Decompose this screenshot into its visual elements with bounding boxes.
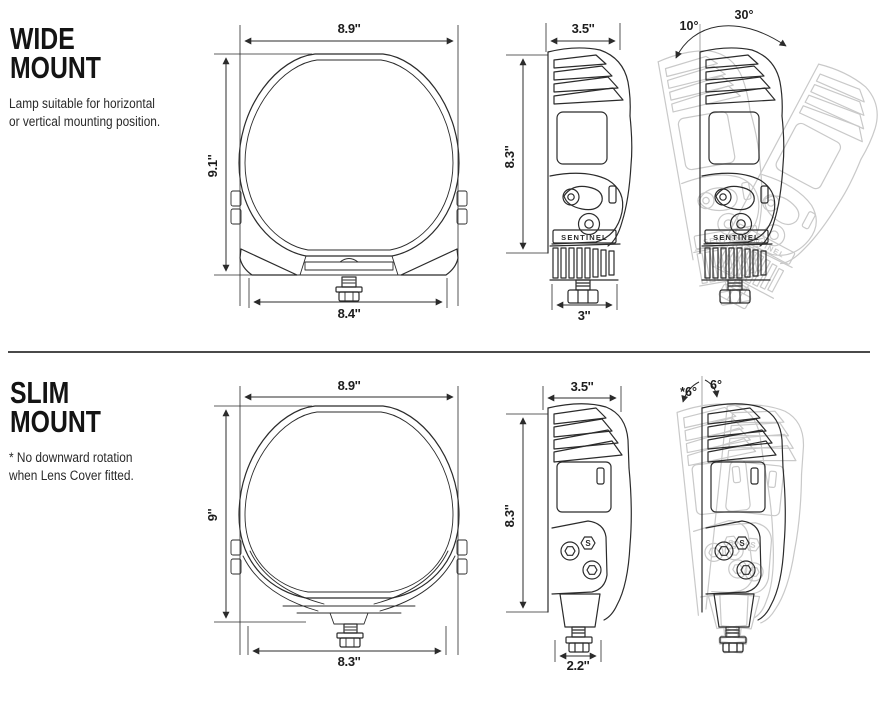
slim-side-height-label: 8.3''	[502, 504, 517, 528]
wide-desc-line2: or vertical mounting position.	[9, 113, 161, 129]
slim-front-view	[205, 378, 467, 669]
slim-side-lamp-drawing	[548, 404, 631, 652]
wide-rotation-angle-right-label: 30°	[734, 8, 754, 22]
slim-front-height-label: 9''	[205, 508, 220, 522]
wide-front-height-label: 9.1''	[205, 154, 220, 178]
slim-side-depth-top-label: 3.5''	[570, 379, 594, 394]
wide-side-depth-bottom-label: 3''	[577, 308, 591, 323]
wide-title-line1: WIDE	[10, 21, 75, 56]
wide-title-line2: MOUNT	[10, 50, 101, 86]
wide-side-depth-top-label: 3.5''	[571, 21, 595, 36]
slim-side-view	[502, 379, 631, 673]
slim-front-lamp-drawing	[231, 406, 467, 647]
slim-front-width-top-label: 8.9''	[337, 378, 361, 393]
wide-side-lamp-drawing	[548, 48, 632, 303]
wide-front-width-bottom-label: 8.4''	[337, 306, 361, 321]
wide-front-lamp-drawing	[231, 54, 467, 301]
slim-front-width-bottom-label: 8.3''	[337, 654, 361, 669]
slim-title-line1: SLIM	[10, 375, 70, 410]
slim-desc-line1: * No downward rotation	[9, 450, 133, 465]
wide-front-width-top-label: 8.9''	[337, 21, 361, 36]
wide-front-view	[205, 21, 467, 321]
slim-rotation-angle-right-label: 6°	[710, 378, 722, 392]
wide-desc-line1: Lamp suitable for horizontal	[9, 96, 155, 111]
wide-rotation-ghost-down	[701, 61, 888, 326]
wide-rotation-view	[657, 8, 888, 325]
wide-side-height-label: 8.3''	[502, 145, 517, 169]
slim-desc-line2: when Lens Cover fitted.	[9, 467, 134, 483]
wide-rotation-angle-left-label: 10°	[679, 19, 699, 33]
slim-side-depth-bottom-label: 2.2''	[566, 658, 590, 673]
wide-side-view	[502, 21, 632, 323]
slim-rotation-angle-left-label: *6°	[680, 385, 697, 399]
slim-title-line2: MOUNT	[10, 404, 101, 440]
slim-rotation-view	[677, 376, 811, 658]
